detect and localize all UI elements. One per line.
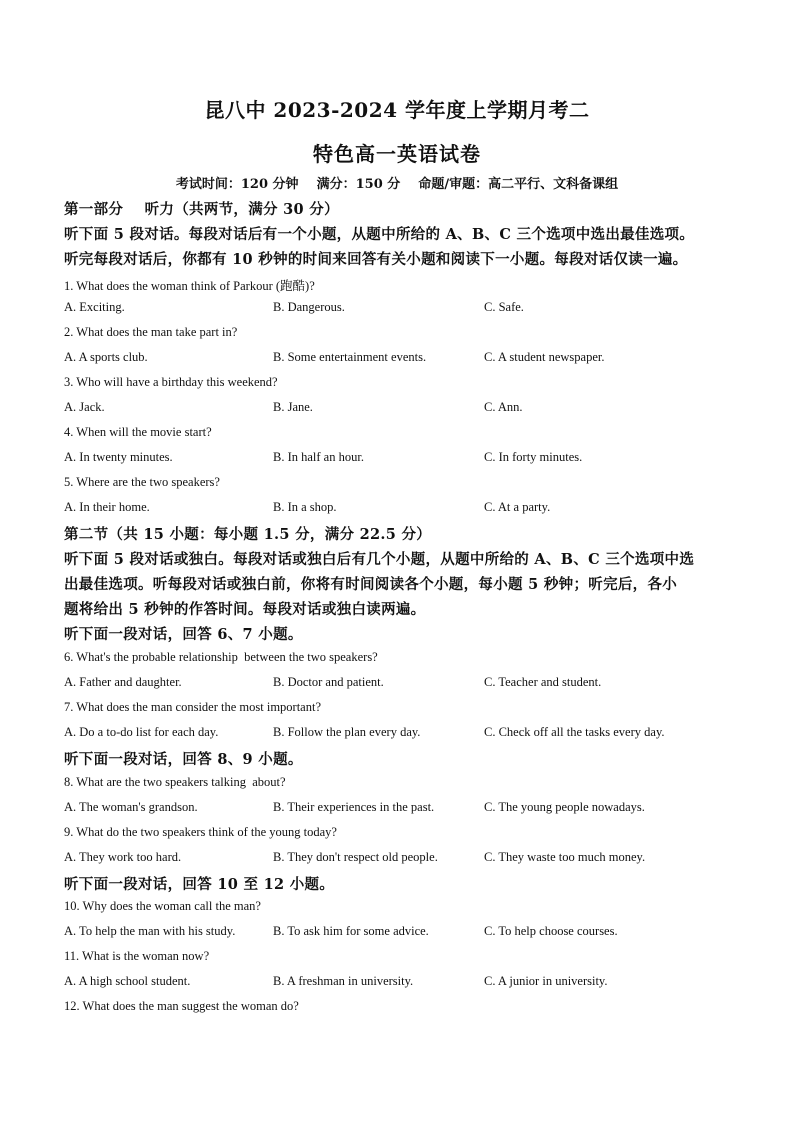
question-7: 7. What does the man consider the most important? [64, 700, 322, 714]
question-1: 1. What does the woman think of Parkour (跑酷)? [64, 279, 315, 293]
question-8-option-c: C. The young people nowadays. [484, 800, 645, 814]
question-11-option-a: A. A high school student. [64, 974, 191, 988]
question-2: 2. What does the man take part in? [64, 325, 238, 339]
question-6-option-b: B. Doctor and patient. [273, 675, 384, 689]
question-8: 8. What are the two speakers talking about? [64, 775, 286, 789]
exam-subtitle: 特色高一英语试卷 [313, 142, 481, 166]
question-1-option-c: C. Safe. [484, 300, 524, 314]
question-5: 5. Where are the two speakers? [64, 475, 220, 489]
exam-title: 昆八中 2023-2024 学年度上学期月考二 [204, 98, 590, 122]
question-7-option-c: C. Check off all the tasks every day. [484, 725, 665, 739]
question-3-option-c: C. Ann. [484, 400, 523, 414]
question-11-option-c: C. A junior in university. [484, 974, 608, 988]
question-6-option-c: C. Teacher and student. [484, 675, 602, 689]
section2-instructions-line3: 题将给出 5 秒钟的作答时间。每段对话或独白读两遍。 [64, 601, 426, 618]
question-7-option-a: A. Do a to-do list for each day. [64, 725, 219, 739]
question-3-option-b: B. Jane. [273, 400, 313, 414]
question-9-option-b: B. They don't respect old people. [273, 850, 438, 864]
question-5-option-b: B. In a shop. [273, 500, 337, 514]
question-8-option-b: B. Their experiences in the past. [273, 800, 435, 814]
question-4-option-b: B. In half an hour. [273, 450, 364, 464]
question-10-option-c: C. To help choose courses. [484, 924, 618, 938]
group-heading-10-12: 听下面一段对话，回答 10 至 12 小题。 [64, 876, 335, 893]
question-9-option-c: C. They waste too much money. [484, 850, 646, 864]
group-heading-8-9: 听下面一段对话，回答 8、9 小题。 [64, 751, 303, 768]
question-4: 4. When will the movie start? [64, 425, 212, 439]
part1-instructions-line2: 听完每段对话后，你都有 10 秒钟的时间来回答有关小题和阅读下一小题。每段对话仅读一遍。 [64, 251, 688, 268]
group-heading-6-7: 听下面一段对话，回答 6、7 小题。 [64, 626, 303, 643]
section2-instructions-line1: 听下面 5 段对话或独白。每段对话或独白后有几个小题，从题中所给的 A、B、C 三个选项中选 [64, 551, 695, 568]
question-9-option-a: A. They work too hard. [64, 850, 182, 864]
question-6: 6. What's the probable relationship between the two speakers? [64, 650, 378, 664]
question-6-option-a: A. Father and daughter. [64, 675, 182, 689]
question-4-option-c: C. In forty minutes. [484, 450, 583, 464]
question-1-option-a: A. Exciting. [64, 300, 125, 314]
question-10: 10. Why does the woman call the man? [64, 899, 261, 913]
question-12: 12. What does the man suggest the woman do? [64, 999, 299, 1013]
question-4-option-a: A. In twenty minutes. [64, 450, 173, 464]
question-2-option-c: C. A student newspaper. [484, 350, 605, 364]
question-2-option-a: A. A sports club. [64, 350, 148, 364]
question-3-option-a: A. Jack. [64, 400, 105, 414]
part1-heading: 第一部分 听力（共两节，满分 30 分） [64, 201, 339, 218]
question-2-option-b: B. Some entertainment events. [273, 350, 427, 364]
question-8-option-a: A. The woman's grandson. [64, 800, 198, 814]
question-7-option-b: B. Follow the plan every day. [273, 725, 421, 739]
question-10-option-b: B. To ask him for some advice. [273, 924, 429, 938]
question-10-option-a: A. To help the man with his study. [64, 924, 236, 938]
question-1-option-b: B. Dangerous. [273, 300, 345, 314]
exam-info: 考试时间：120 分钟 满分：150 分 命题/审题：高二平行、文科备课组 [175, 177, 619, 192]
question-11-option-b: B. A freshman in university. [273, 974, 414, 988]
question-5-option-a: A. In their home. [64, 500, 150, 514]
question-3: 3. Who will have a birthday this weekend? [64, 375, 278, 389]
section2-instructions-line2: 出最佳选项。听每段对话或独白前，你将有时间阅读各个小题，每小题 5 秒钟；听完后，各小 [64, 576, 678, 593]
question-5-option-c: C. At a party. [484, 500, 551, 514]
question-11: 11. What is the woman now? [64, 949, 210, 963]
section2-heading: 第二节（共 15 小题：每小题 1.5 分，满分 22.5 分） [64, 526, 432, 543]
part1-instructions-line1: 听下面 5 段对话。每段对话后有一个小题，从题中所给的 A、B、C 三个选项中选出最佳选项。 [64, 226, 695, 243]
question-9: 9. What do the two speakers think of the young today? [64, 825, 337, 839]
